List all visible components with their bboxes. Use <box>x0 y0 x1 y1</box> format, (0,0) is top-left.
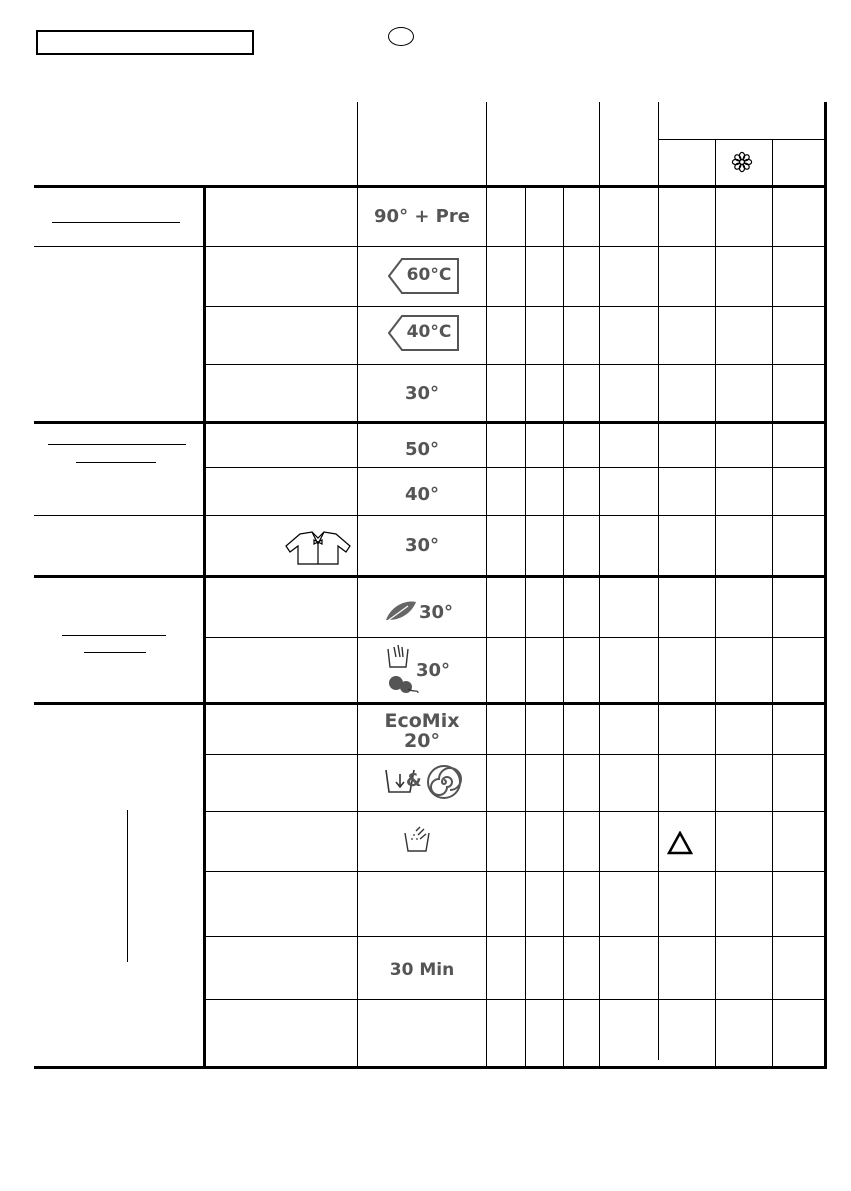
grid-line <box>34 515 825 516</box>
temp-tag-60-label: 60°C <box>406 265 452 285</box>
header-title-box <box>36 30 254 55</box>
grid-line <box>34 575 827 578</box>
flower-icon <box>730 150 754 174</box>
grid-line <box>34 421 827 424</box>
programme-symbol-50: 50° <box>404 439 440 460</box>
grid-line <box>206 364 825 365</box>
temp-tag-40-label: 40°C <box>406 322 452 342</box>
programme-symbol-30: 30° <box>404 383 440 404</box>
grid-line <box>772 139 773 1067</box>
programme-symbol-30-min: 30 Min <box>389 960 455 980</box>
grid-line <box>206 306 825 307</box>
drain-and-spin-amp: & <box>406 770 422 791</box>
rinse-icon <box>402 825 432 855</box>
grid-line <box>206 467 825 468</box>
grid-line <box>206 754 825 755</box>
programme-symbol-30-shirts: 30° <box>404 535 440 556</box>
grid-line <box>34 185 827 188</box>
triangle-icon <box>667 831 693 855</box>
grid-line <box>659 139 825 140</box>
programme-symbol-wool-30: 30° <box>416 660 451 681</box>
grid-line <box>206 999 825 1000</box>
grid-line <box>206 936 825 937</box>
grid-line <box>34 246 825 247</box>
group-label-underline <box>48 444 186 445</box>
programme-symbol-feather-30: 30° <box>419 602 454 623</box>
group-label-underline <box>52 222 180 223</box>
handwash-wool-icon <box>384 643 420 699</box>
grid-line <box>206 637 825 638</box>
group-label-underline <box>62 635 166 636</box>
group-label-underline <box>84 652 146 653</box>
programme-symbol-40: 40° <box>404 484 440 505</box>
grid-line <box>206 871 825 872</box>
temp-tag-40 <box>388 315 460 351</box>
spin-spiral-icon <box>426 764 462 800</box>
grid-line <box>34 1066 827 1069</box>
group-label-underline <box>76 462 156 463</box>
programme-symbol-ecomix-temp: 20° <box>404 730 440 752</box>
bracket-line <box>127 810 128 962</box>
grid-line <box>206 811 825 812</box>
grid-line <box>715 139 716 1067</box>
feather-icon <box>384 598 418 624</box>
shirt-icon <box>284 530 352 566</box>
grid-line <box>34 702 827 705</box>
programme-symbol-ecomix: EcoMix <box>384 710 460 732</box>
programme-symbol-90-pre: 90° + Pre <box>374 206 470 227</box>
temp-tag-60 <box>388 258 460 294</box>
language-badge <box>388 27 414 46</box>
